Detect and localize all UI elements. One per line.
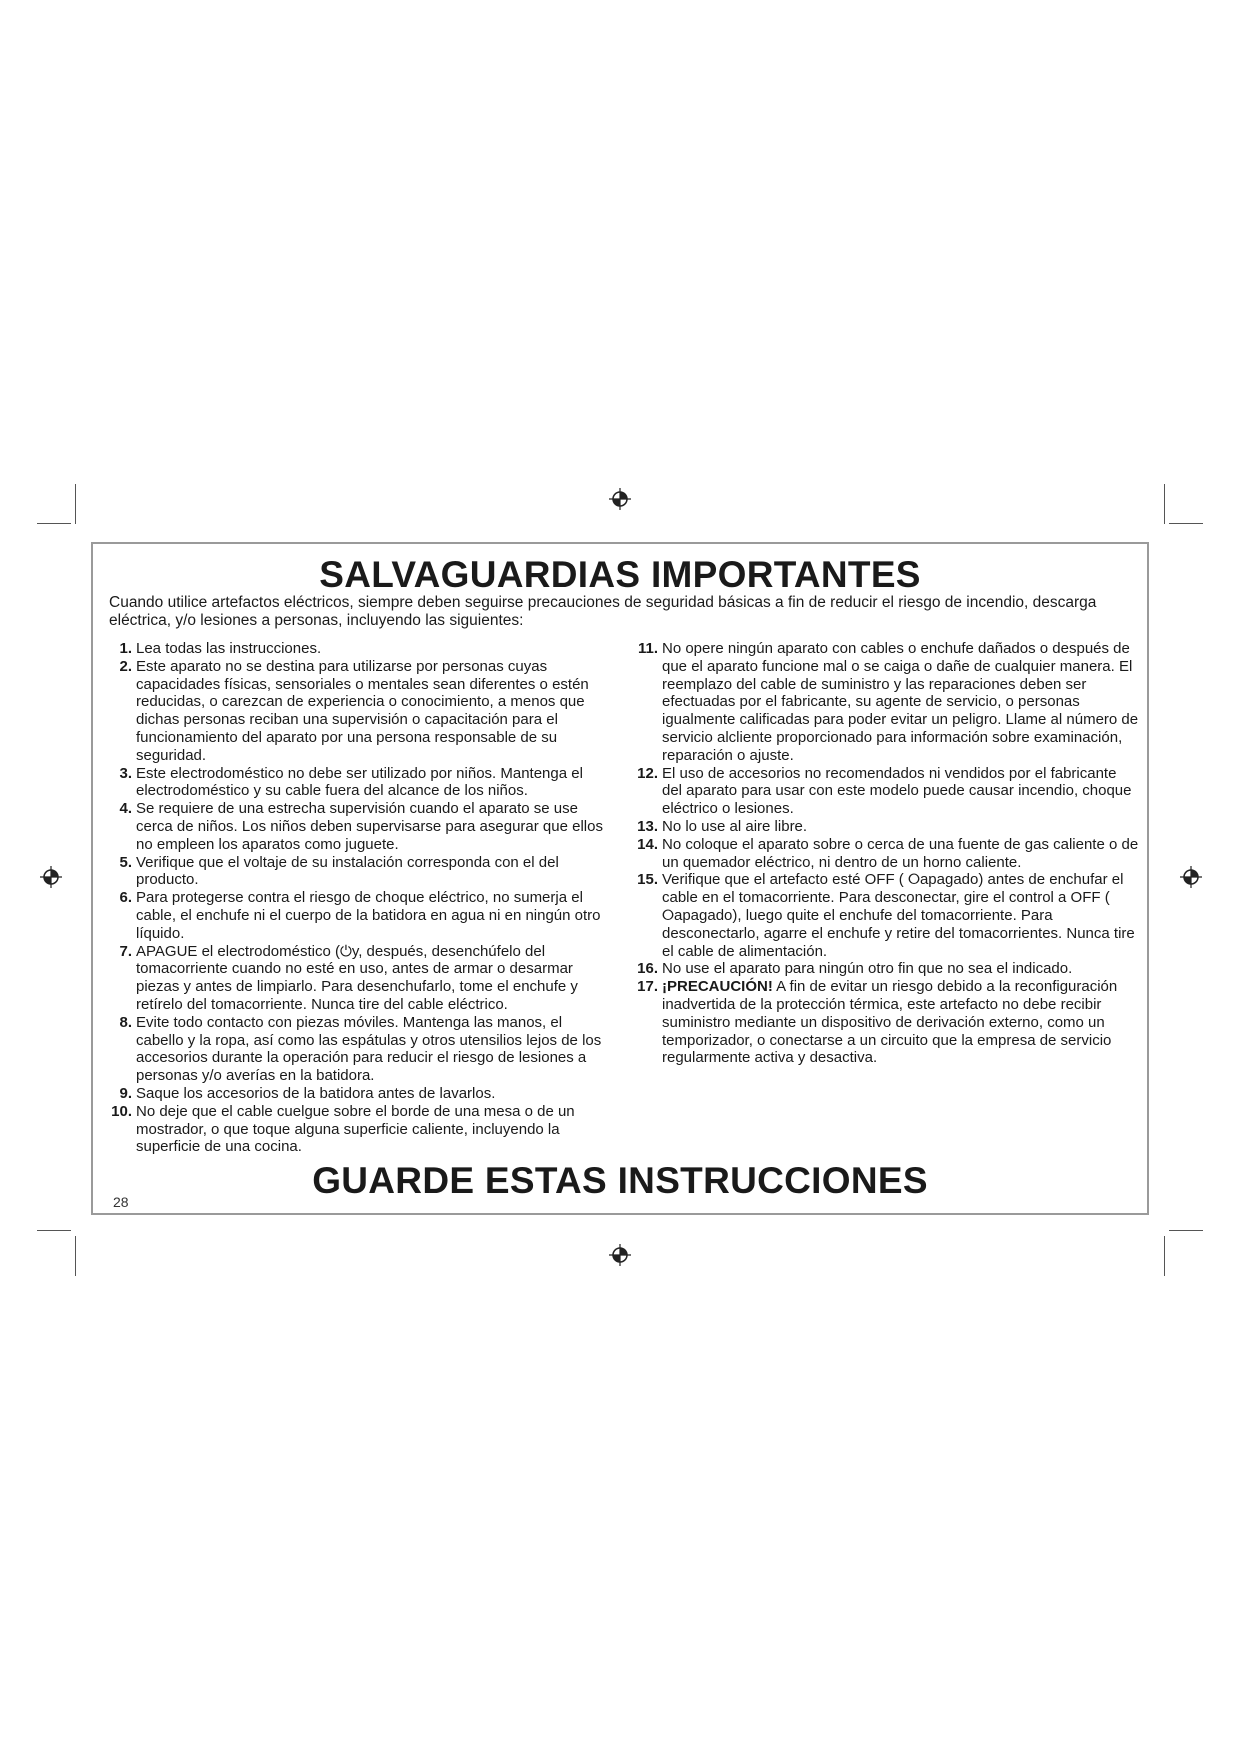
item-number: 8.	[119, 1013, 132, 1031]
item-text: Para protegerse contra el riesgo de choque eléctrico, no sumerja el cable, el enchufe ni el cuerpo de la batidora en agua ni en ningún otro líquido.	[136, 889, 601, 942]
list-item	[635, 765, 1140, 818]
list-item	[109, 658, 609, 765]
crop-mark	[75, 1236, 76, 1276]
list-item	[109, 1014, 609, 1085]
crop-mark	[1169, 1230, 1203, 1231]
safety-instructions-panel	[91, 542, 1149, 1215]
item-number: 15.	[637, 871, 658, 889]
instructions-list-right	[635, 640, 1140, 1067]
item-text: A fin de evitar un riesgo debido a la reconfiguración inadvertida de la protección térmica, este artefacto no debe recibir suministro mediante un dispositivo de derivación externo, como un temporizador, o conectarse a un circuito que la empresa de servicio regularmente activa y desactiva.	[662, 978, 1118, 1067]
crop-mark	[37, 1230, 71, 1231]
footer-title: GUARDE ESTAS INSTRUCCIONES	[312, 1160, 928, 1201]
item-text: No coloque el aparato sobre o cerca de una fuente de gas caliente o de un quemador eléctrico, ni dentro de un horno caliente.	[662, 835, 1139, 871]
item-text: Este electrodoméstico no debe ser utilizado por niños. Mantenga el electrodoméstico y su cable fuera del alcance de los niños.	[136, 764, 583, 800]
list-item	[109, 1103, 609, 1156]
list-item	[109, 943, 609, 1014]
item-text: Este aparato no se destina para utilizarse por personas cuyas capacidades físicas, sensoriales o mentales sean diferentes o estén reducidas, o carezcan de experiencia o conocimiento, a menos que dichas personas reciban una supervisión o capacitación para el funcionamiento del aparato por una persona responsable de su seguridad.	[136, 657, 589, 764]
item-text: Se requiere de una estrecha supervisión cuando el aparato se use cerca de niños. Los niños deben supervisarse para asegurar que ellos no empleen los aparatos como juguete.	[136, 800, 603, 853]
item-text: Evite todo contacto con piezas móviles. Mantenga las manos, el cabello y la ropa, así como las espátulas y otros utensilios lejos de los accesorios durante la operación para reducir el riesgo de lesiones a personas y/o averías en la batidora.	[136, 1013, 602, 1085]
registration-mark-icon	[1180, 866, 1202, 888]
registration-mark-icon	[40, 866, 62, 888]
item-text: Verifique que el artefacto esté OFF ( ⭘apagado) antes de enchufar el cable en el tomacorriente. Para desconectar, gire el control a OFF ( ⭘apagado), luego quite el enchufe del tomacorriente. Para desconectarlo, agarre el enchufe y retire del tomacorrientes. Nunca tire el cable de alimentación.	[662, 871, 1135, 960]
item-number: 1.	[119, 640, 132, 657]
crop-mark	[1164, 484, 1165, 524]
list-item	[635, 978, 1140, 1067]
item-number: 11.	[637, 640, 658, 657]
caution-label: ¡PRECAUCIÓN!	[662, 978, 773, 996]
list-item	[635, 818, 1140, 836]
crop-mark	[1164, 1236, 1165, 1276]
item-text: No use el aparato para ningún otro fin que no sea el indicado.	[662, 960, 1073, 978]
list-item	[635, 960, 1140, 978]
item-text: Verifique que el voltaje de su instalación corresponda con el del producto.	[136, 853, 559, 889]
list-item	[109, 889, 609, 942]
item-number: 7.	[119, 942, 132, 960]
item-number: 9.	[119, 1084, 132, 1102]
crop-mark	[75, 484, 76, 524]
item-text: Saque los accesorios de la batidora antes de lavarlos.	[136, 1084, 496, 1102]
page-title: SALVAGUARDIAS IMPORTANTES	[319, 554, 921, 595]
item-number: 13.	[637, 817, 658, 835]
list-item	[635, 871, 1140, 960]
item-text: APAGUE el electrodoméstico (⏻y, después, desenchúfelo del tomacorriente cuando no esté en uso, antes de armar o desarmar piezas y antes de limpiarlo. Para desenchufarlo, tome el enchufe y retírelo del tomacorriente. Nunca tire del cable eléctrico.	[136, 942, 578, 1013]
list-item	[635, 640, 1140, 765]
registration-mark-icon	[609, 1244, 631, 1266]
item-number: 2.	[119, 657, 132, 675]
item-text: No lo use al aire libre.	[662, 817, 808, 835]
list-item	[109, 1085, 609, 1103]
item-number: 17.	[637, 978, 658, 996]
item-number: 16.	[637, 960, 658, 978]
item-number: 12.	[637, 764, 658, 782]
list-item	[109, 765, 609, 801]
list-item	[635, 836, 1140, 872]
crop-mark	[1169, 523, 1203, 524]
item-text: El uso de accesorios no recomendados ni vendidos por el fabricante del aparato para usar con este modelo puede causar incendio, choque eléctrico o lesiones.	[662, 764, 1132, 818]
registration-mark-icon	[609, 488, 631, 510]
item-text: No deje que el cable cuelgue sobre el borde de una mesa o de un mostrador, o que toque alguna superficie caliente, incluyendo la superficie de una cocina.	[136, 1102, 575, 1156]
crop-mark	[37, 523, 71, 524]
item-number: 14.	[637, 835, 658, 853]
item-number: 6.	[119, 889, 132, 907]
instructions-list-left	[109, 640, 609, 1156]
item-number: 4.	[119, 800, 132, 818]
list-item	[109, 854, 609, 890]
list-item	[109, 800, 609, 853]
item-number: 5.	[119, 853, 132, 871]
list-item	[109, 640, 609, 658]
item-number: 10.	[111, 1102, 132, 1120]
item-number: 3.	[119, 764, 132, 782]
page-number: 28	[113, 1194, 129, 1210]
item-text: Lea todas las instrucciones.	[136, 640, 322, 657]
intro-paragraph: Cuando utilice artefactos eléctricos, siempre deben seguirse precauciones de seguridad básicas a fin de reducir el riesgo de incendio, descarga eléctrica, y/o lesiones a personas, incluyendo las siguientes:	[109, 594, 1097, 629]
item-text: No opere ningún aparato con cables o enchufe dañados o después de que el aparato funcione mal o se caiga o dañe de cualquier manera. El reemplazo del cable de suministro y las reparaciones deben ser efectuadas por el fabricante, su agente de servicio, o personas igualmente calificadas para poder evitar un peligro. Llame al número de servicio alcliente proporcionado para información sobre examinación, reparación o ajuste.	[662, 640, 1139, 764]
